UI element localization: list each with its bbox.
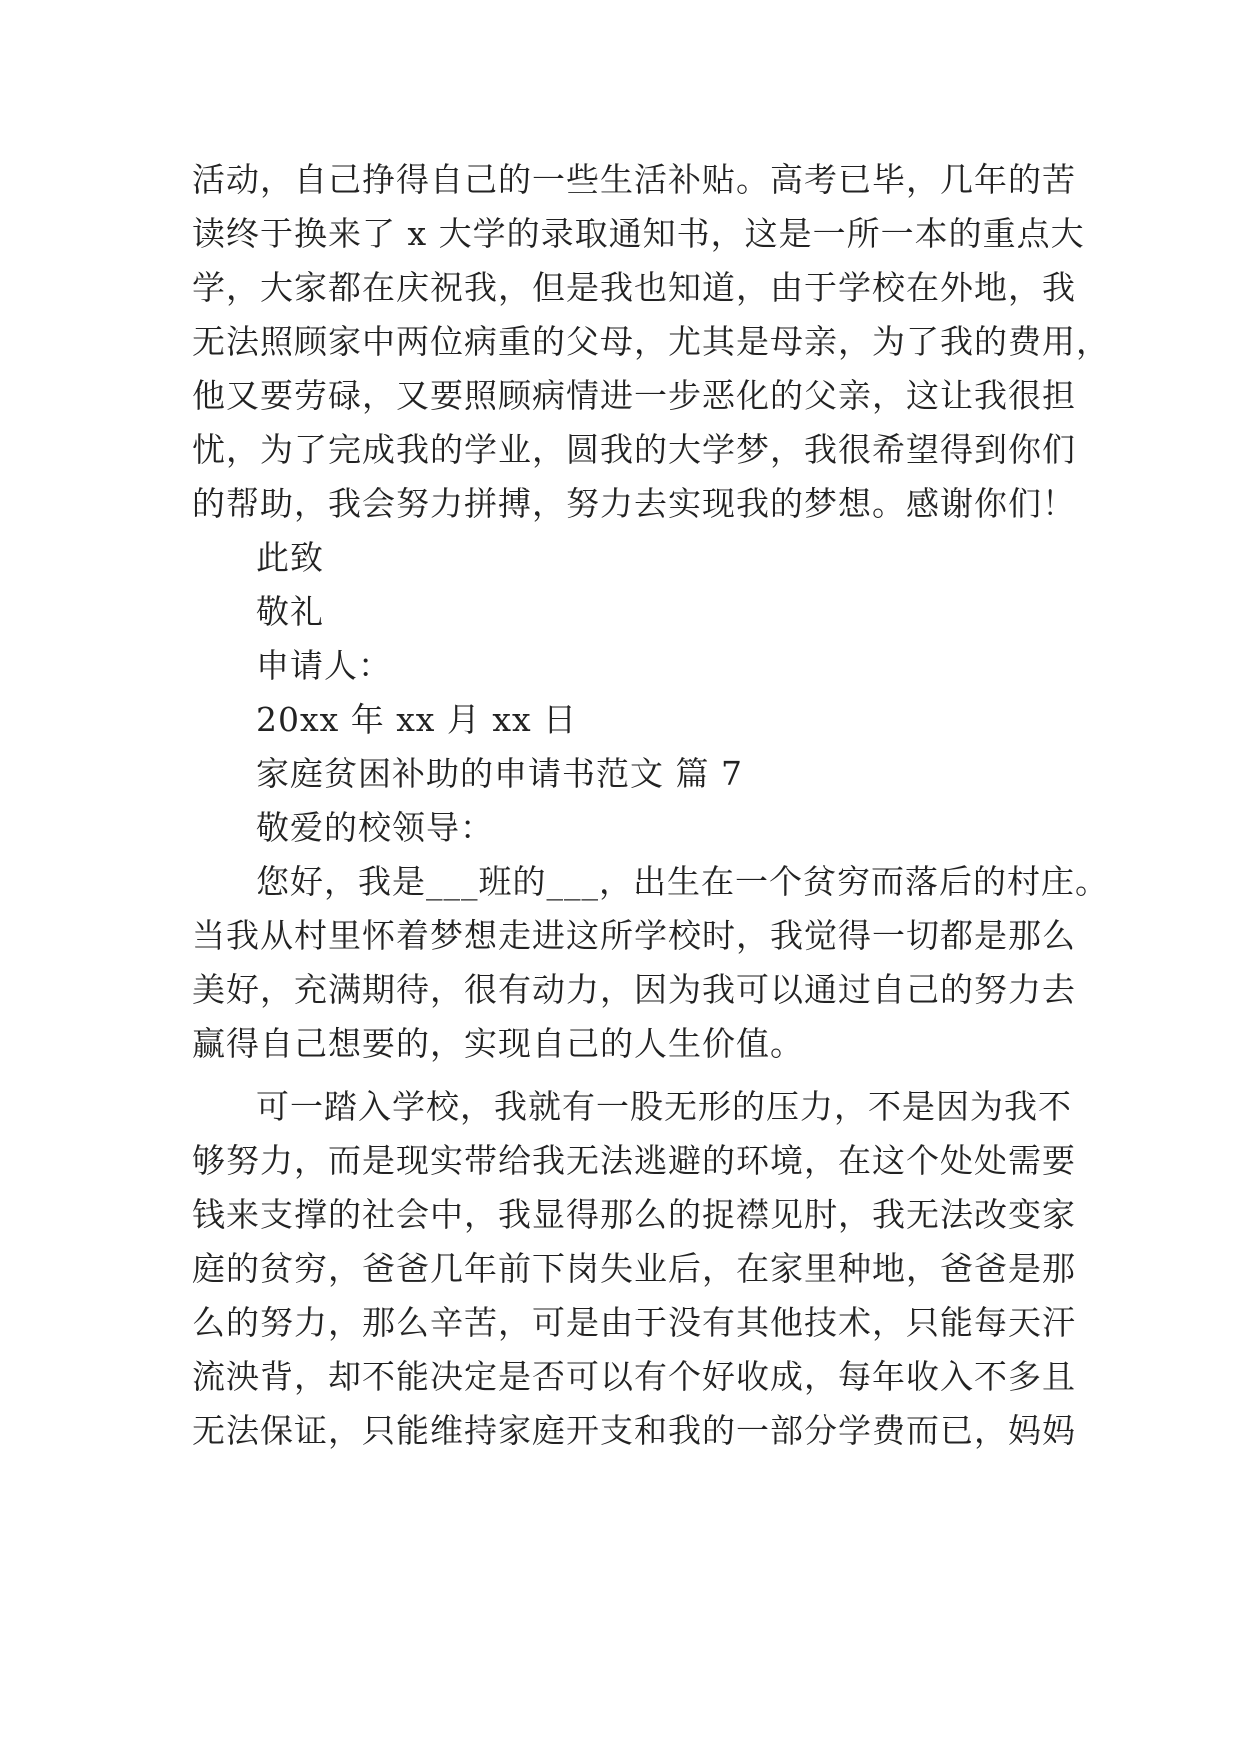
- body-text-line: 读终于换来了 x 大学的录取通知书，这是一所一本的重点大: [192, 214, 1085, 253]
- applicant-label: 申请人：: [256, 646, 392, 685]
- closing-regards: 敬礼: [256, 592, 324, 631]
- paragraph-first-line: 可一踏入学校，我就有一股无形的压力，不是因为我不: [256, 1087, 1072, 1126]
- body-text-line: 无法照顾家中两位病重的父母，尤其是母亲，为了我的费用，: [192, 322, 1110, 361]
- body-text-line: 无法保证，只能维持家庭开支和我的一部分学费而已，妈妈: [192, 1411, 1076, 1450]
- closing-salutation: 此致: [256, 538, 324, 577]
- body-text-line: 美好，充满期待，很有动力，因为我可以通过自己的努力去: [192, 970, 1076, 1009]
- body-text-line: 活动，自己挣得自己的一些生活补贴。高考已毕，几年的苦: [192, 160, 1076, 199]
- greeting-line: 敬爱的校领导：: [256, 808, 494, 847]
- body-text-line: 的帮助，我会努力拼搏，努力去实现我的梦想。感谢你们！: [192, 484, 1076, 523]
- section-heading: 家庭贫困补助的申请书范文 篇 7: [256, 754, 743, 793]
- body-text-line: 庭的贫穷，爸爸几年前下岗失业后，在家里种地，爸爸是那: [192, 1249, 1076, 1288]
- body-text-line: 么的努力，那么辛苦，可是由于没有其他技术，只能每天汗: [192, 1303, 1076, 1342]
- date-line: 20xx 年 xx 月 xx 日: [256, 700, 578, 739]
- body-text-line: 当我从村里怀着梦想走进这所学校时，我觉得一切都是那么: [192, 916, 1076, 955]
- body-text-line: 他又要劳碌，又要照顾病情进一步恶化的父亲，这让我很担: [192, 376, 1076, 415]
- body-text-line: 够努力，而是现实带给我无法逃避的环境，在这个处处需要: [192, 1141, 1076, 1180]
- body-text-line: 流泱背，却不能决定是否可以有个好收成，每年收入不多且: [192, 1357, 1076, 1396]
- paragraph-first-line: 您好，我是___班的___，出生在一个贫穷而落后的村庄。: [256, 862, 1109, 901]
- body-text-line: 忧，为了完成我的学业，圆我的大学梦，我很希望得到你们: [192, 430, 1076, 469]
- body-text-line: 赢得自己想要的，实现自己的人生价值。: [192, 1024, 804, 1063]
- body-text-line: 学，大家都在庆祝我，但是我也知道，由于学校在外地，我: [192, 268, 1076, 307]
- body-text-line: 钱来支撑的社会中，我显得那么的捉襟见肘，我无法改变家: [192, 1195, 1076, 1234]
